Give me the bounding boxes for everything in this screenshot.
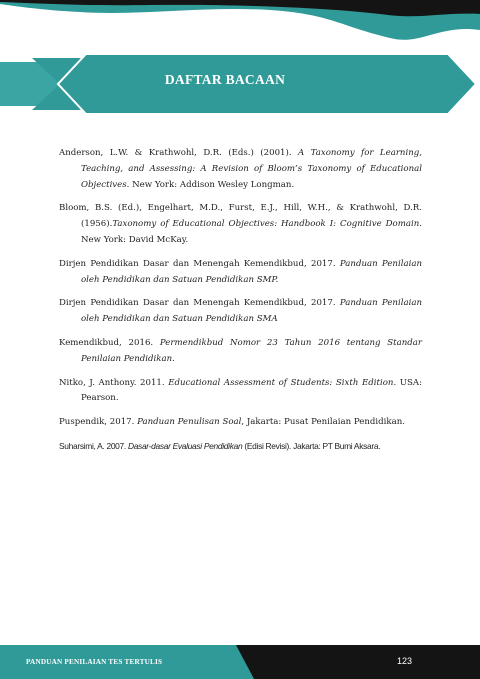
reference-item: Nitko, J. Anthony. 2011. Educational Assessment of Students: Sixth Edition. USA: Pearson. bbox=[59, 377, 422, 404]
reference-item: Puspendik, 2017. Panduan Penulisan Soal, Jakarta: Pusat Penilaian Pendidikan. bbox=[59, 417, 405, 428]
footer-title: PANDUAN PENILAIAN TES TERTULIS bbox=[26, 658, 163, 666]
reference-item: Bloom, B.S. (Ed.), Engelhart, M.D., Furst, E.J., Hill, W.H., & Krathwohl, D.R. (1956).Taxonomy of Educational Objectives: Handbook I: Cognitive Domain. New York: David McKay. bbox=[59, 203, 422, 245]
header-wave-decoration bbox=[0, 0, 480, 60]
page-number: 123 bbox=[397, 656, 413, 666]
reference-item: Dirjen Pendidikan Dasar dan Menengah Kemendikbud, 2017. Panduan Penilaian oleh Pendidikan dan Satuan Pendidikan SMA bbox=[59, 298, 422, 325]
reference-item: Anderson, L.W. & Krathwohl, D.R. (Eds.) (2001). A Taxonomy for Learning, Teaching, and Assessing: A Revision of Bloom’s Taxonomy of Educational Objectives. New York: Addison Wesley Longman. bbox=[59, 148, 422, 190]
reference-item: Dirjen Pendidikan Dasar dan Menengah Kemendikbud, 2017. Panduan Penilaian oleh Pendidikan dan Satuan Pendidikan SMP. bbox=[59, 258, 422, 285]
page-title: DAFTAR BACAAN bbox=[164, 72, 286, 87]
reference-list bbox=[59, 146, 422, 463]
reference-item: Kemendikbud, 2016. Permendikbud Nomor 23 Tahun 2016 tentang Standar Penilaian Pendidikan. bbox=[59, 337, 422, 364]
reference-item: Suharsimi, A. 2007. Dasar-dasar Evaluasi Pendidikan (Edisi Revisi). Jakarta: PT Bumi Aksara. bbox=[59, 440, 381, 451]
